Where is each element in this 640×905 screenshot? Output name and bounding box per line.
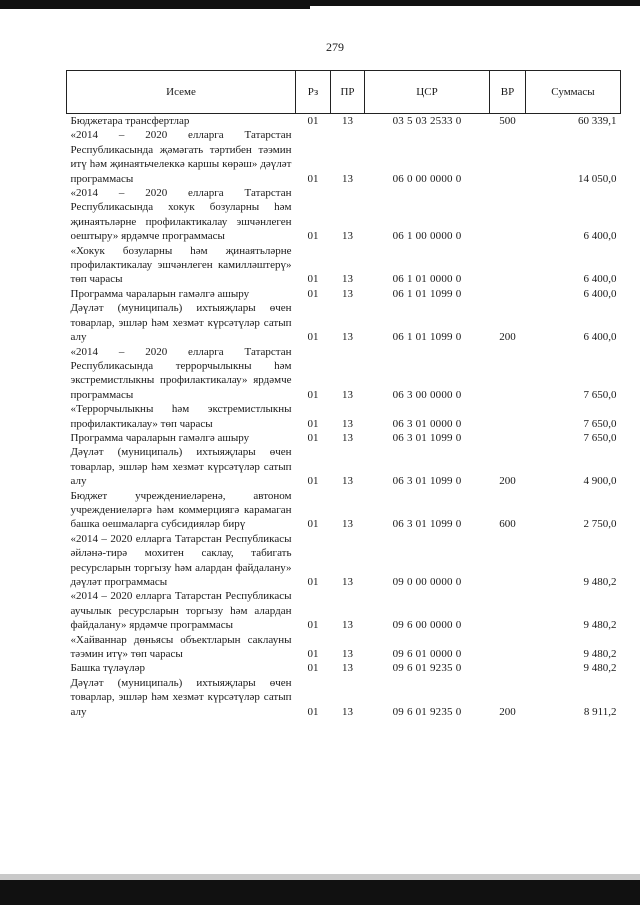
cell-name: «Террорчылыкны һәм экстремистлыкны профилактикалау» төп чарасы xyxy=(70,403,292,430)
cell-rz: 01 xyxy=(307,417,319,430)
cell-amount: 7 650,0 xyxy=(583,431,617,444)
cell-rz: 01 xyxy=(307,287,319,300)
cell-csr: 06 3 00 0000 0 xyxy=(392,388,462,401)
scan-border-bottom xyxy=(0,880,640,905)
cell-amount: 9 480,2 xyxy=(583,576,617,588)
cell-pr: 13 xyxy=(342,475,353,488)
table-row xyxy=(67,589,621,632)
cell-name: «2014 – 2020 елларга Татарстан Республикасында җәмәгать тәртибен тәэмин итү һәм җинаятьчелеккә каршы көрәш» дәүләт программасы xyxy=(70,129,292,185)
cell-pr: 13 xyxy=(342,273,353,286)
cell-vr: 600 xyxy=(499,518,516,531)
table-row xyxy=(67,661,621,675)
header-amount: Суммасы xyxy=(526,71,621,114)
page-number: 279 xyxy=(326,40,344,54)
cell-name: «2014 – 2020 елларга Татарстан Республикасы әйләнә-тирә мохитен саклау, табигать ресурсларын торгызу һәм алардан файдалану» дәүләт программасы xyxy=(70,532,292,588)
cell-csr: 06 1 00 0000 0 xyxy=(392,230,462,243)
cell-amount: 2 750,0 xyxy=(583,518,617,531)
table-row xyxy=(67,431,621,445)
cell-csr: 06 1 01 0000 0 xyxy=(392,273,462,286)
cell-vr xyxy=(490,128,526,186)
cell-pr: 13 xyxy=(342,230,353,243)
cell-vr xyxy=(490,589,526,632)
cell-name: Программа чараларын гамәлгә ашыру xyxy=(70,431,250,444)
cell-pr: 13 xyxy=(342,115,353,127)
cell-csr: 06 1 01 1099 0 xyxy=(392,287,462,300)
cell-amount: 4 900,0 xyxy=(583,475,617,488)
cell-vr: 200 xyxy=(499,475,516,488)
cell-amount: 6 400,0 xyxy=(583,273,617,286)
table-row xyxy=(67,633,621,662)
table-row xyxy=(67,186,621,244)
cell-amount: 9 480,2 xyxy=(583,648,617,661)
cell-csr: 09 6 01 9235 0 xyxy=(392,662,462,675)
cell-pr: 13 xyxy=(342,431,353,444)
cell-amount: 60 339,1 xyxy=(578,115,617,127)
cell-vr xyxy=(490,244,526,287)
cell-amount: 6 400,0 xyxy=(583,287,617,300)
table-row xyxy=(67,402,621,431)
cell-pr: 13 xyxy=(342,287,353,300)
cell-name: Бюджет учреждениеләренә, автоном учреждениеләргә һәм коммерциягә карамаган башка оешмаларга субсидияләр бирү xyxy=(70,489,292,531)
cell-pr: 13 xyxy=(342,388,353,401)
cell-csr: 06 3 01 1099 0 xyxy=(392,475,462,488)
cell-name: Программа чараларын гамәлгә ашыру xyxy=(70,287,250,300)
cell-name: Бюджетара трансфертлар xyxy=(70,115,190,127)
table-row xyxy=(67,489,621,532)
cell-rz: 01 xyxy=(307,576,319,588)
cell-vr xyxy=(490,633,526,662)
table-row xyxy=(67,532,621,590)
cell-name: «2014 – 2020 елларга Татарстан Республикасында террорчылыкны һәм экстремистлыкны профилактикалау» ярдәмче программасы xyxy=(70,345,292,401)
cell-vr xyxy=(490,402,526,431)
cell-amount: 8 911,2 xyxy=(583,705,617,718)
cell-pr: 13 xyxy=(342,518,353,531)
cell-amount: 6 400,0 xyxy=(583,331,617,344)
cell-rz: 01 xyxy=(307,475,319,488)
cell-pr: 13 xyxy=(342,662,353,675)
table-row xyxy=(67,445,621,488)
cell-vr xyxy=(490,186,526,244)
cell-rz: 01 xyxy=(307,705,319,718)
header-vr: ВР xyxy=(490,71,526,114)
table-row xyxy=(67,287,621,301)
cell-csr: 09 6 01 9235 0 xyxy=(392,705,462,718)
cell-amount: 6 400,0 xyxy=(583,230,617,243)
cell-csr: 06 3 01 1099 0 xyxy=(392,431,462,444)
table-row xyxy=(67,114,621,129)
cell-vr: 200 xyxy=(499,331,516,344)
table-row xyxy=(67,244,621,287)
cell-rz: 01 xyxy=(307,331,319,344)
cell-csr: 06 3 01 0000 0 xyxy=(392,417,462,430)
cell-name: Дәүләт (муниципаль) ихтыяҗлары өчен товарлар, эшләр һәм хезмәт күрсәтүләр сатып алу xyxy=(70,302,292,344)
cell-amount: 7 650,0 xyxy=(583,388,617,401)
table-body xyxy=(67,114,621,720)
cell-vr xyxy=(490,345,526,403)
cell-vr xyxy=(490,661,526,675)
table-header-row xyxy=(67,71,621,114)
cell-vr: 500 xyxy=(499,115,516,127)
cell-rz: 01 xyxy=(307,648,319,661)
cell-name: Дәүләт (муниципаль) ихтыяҗлары өчен товарлар, эшләр һәм хезмәт күрсәтүләр сатып алу xyxy=(70,676,292,718)
header-name: Исеме xyxy=(67,71,296,114)
cell-name: «2014 – 2020 елларга Татарстан Республикасында хокук бозуларны һәм җинаятьләрне профилактикалау эшчәнлеген оештыру» ярдәмче программасы xyxy=(70,187,292,243)
cell-amount: 14 050,0 xyxy=(578,172,617,185)
cell-csr: 03 5 03 2533 0 xyxy=(392,115,462,127)
cell-vr xyxy=(490,431,526,445)
cell-pr: 13 xyxy=(342,331,353,344)
header-csr: ЦСР xyxy=(365,71,490,114)
cell-csr: 06 0 00 0000 0 xyxy=(392,172,462,185)
cell-pr: 13 xyxy=(342,417,353,430)
cell-rz: 01 xyxy=(307,619,319,632)
cell-rz: 01 xyxy=(307,230,319,243)
cell-pr: 13 xyxy=(342,705,353,718)
table-row xyxy=(67,301,621,344)
cell-name: «2014 – 2020 елларга Татарстан Республикасы аучылык ресурсларын торгызу һәм алардан файдалану» ярдәмче программасы xyxy=(70,590,292,632)
cell-amount: 7 650,0 xyxy=(583,417,617,430)
cell-name: Дәүләт (муниципаль) ихтыяҗлары өчен товарлар, эшләр һәм хезмәт күрсәтүләр сатып алу xyxy=(70,446,292,488)
cell-rz: 01 xyxy=(307,172,319,185)
cell-rz: 01 xyxy=(307,115,319,127)
header-pr: ПР xyxy=(331,71,365,114)
cell-csr: 09 0 00 0000 0 xyxy=(392,576,462,588)
table-row xyxy=(67,676,621,719)
cell-vr xyxy=(490,532,526,590)
cell-rz: 01 xyxy=(307,388,319,401)
cell-rz: 01 xyxy=(307,273,319,286)
cell-csr: 09 6 01 0000 0 xyxy=(392,648,462,661)
cell-pr: 13 xyxy=(342,619,353,632)
scan-border-top-inner xyxy=(0,6,310,9)
cell-name: «Хокук бозуларны һәм җинаятьләрне профилактикалау эшчәнлеген камилләштерү» төп чарасы xyxy=(70,244,292,286)
cell-vr: 200 xyxy=(499,705,516,718)
cell-name: Башка түләүләр xyxy=(70,662,146,675)
cell-csr: 06 3 01 1099 0 xyxy=(392,518,462,531)
cell-rz: 01 xyxy=(307,518,319,531)
cell-pr: 13 xyxy=(342,172,353,185)
cell-csr: 09 6 00 0000 0 xyxy=(392,619,462,632)
cell-amount: 9 480,2 xyxy=(583,662,617,675)
cell-pr: 13 xyxy=(342,648,353,661)
table-row xyxy=(67,345,621,403)
cell-name: «Хайваннар дөньясы объектларын саклауны тәэмин итү» төп чарасы xyxy=(70,633,292,661)
cell-rz: 01 xyxy=(307,431,319,444)
cell-rz: 01 xyxy=(307,662,319,675)
cell-amount: 9 480,2 xyxy=(583,619,617,632)
header-rz: Рз xyxy=(296,71,331,114)
cell-pr: 13 xyxy=(342,576,353,588)
cell-csr: 06 1 01 1099 0 xyxy=(392,331,462,344)
cell-vr xyxy=(490,287,526,301)
budget-table xyxy=(66,70,621,719)
table-row xyxy=(67,128,621,186)
